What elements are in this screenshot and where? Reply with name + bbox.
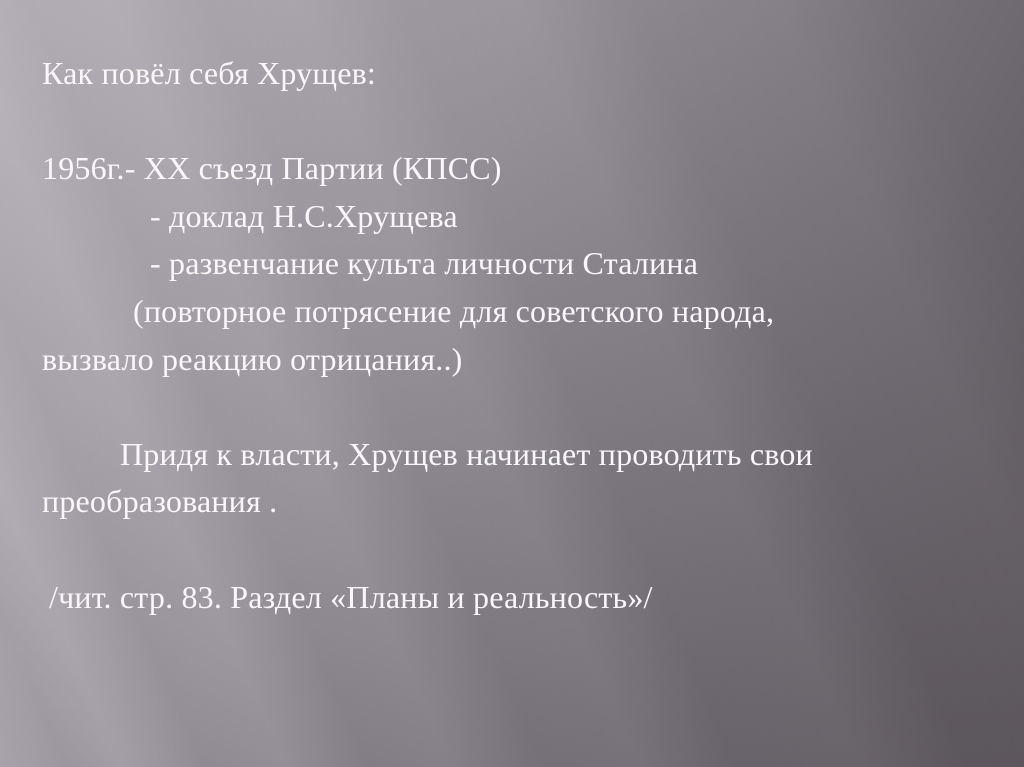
slide-text-block <box>42 50 1004 621</box>
slide-text-line: вызвало реакцию отрицания..) <box>42 340 463 377</box>
slide-title-line: Как повёл себя Хрущев: <box>42 55 377 91</box>
slide-text-line: - развенчание культа личности Сталина <box>150 245 699 282</box>
blank-line <box>42 383 1004 431</box>
slide-text-line: - доклад Н.С.Хрущева <box>150 197 458 234</box>
slide-footer-line: /чит. стр. 83. Раздел «Планы и реальность»/ <box>49 578 653 615</box>
slide-text-line: преобразования . <box>42 483 278 520</box>
slide-text-line: (повторное потрясение для советского народа, <box>133 292 775 329</box>
slide-text-line: Придя к власти, Хрущев начинает проводить свои <box>120 435 813 472</box>
blank-line <box>42 526 1004 574</box>
slide-text-line: 1956г.- XX съезд Партии (КПСС) <box>42 150 502 187</box>
blank-line <box>42 98 1004 146</box>
